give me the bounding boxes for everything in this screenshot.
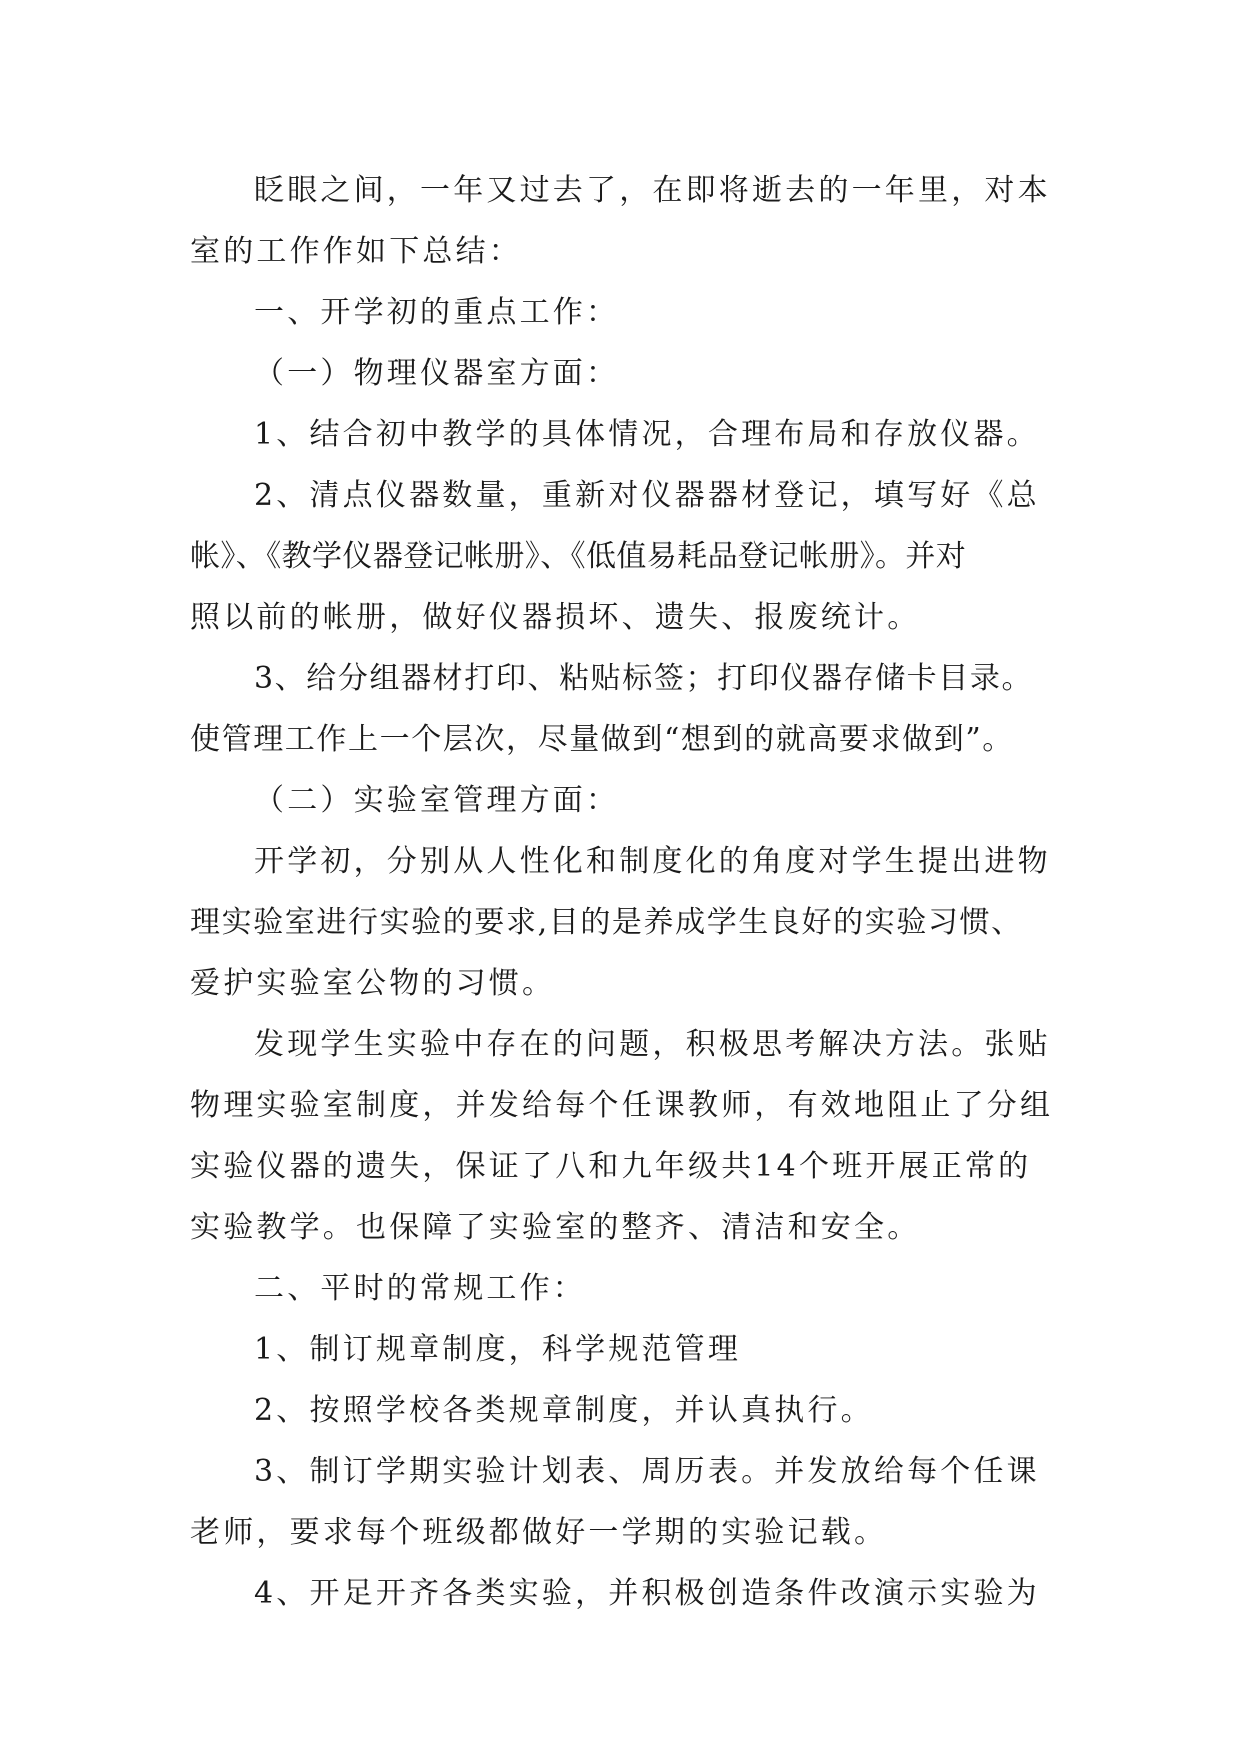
list-item: 4、开足开齐各类实验，并积极创造条件改演示实验为 (254, 1576, 1040, 1611)
paragraph-line: 理实验室进行实验的要求,目的是养成学生良好的实验习惯、 (190, 905, 1023, 940)
document-body (190, 160, 1060, 1624)
list-item: 3、制订学期实验计划表、周历表。并发放给每个任课 (254, 1454, 1040, 1489)
paragraph-line: 实验仪器的遗失，保证了八和九年级共14个班开展正常的 (190, 1149, 1032, 1184)
paragraph-line: 帐》、《教学仪器登记帐册》、《低值易耗品登记帐册》。并对 (190, 539, 967, 574)
list-item: 1、结合初中教学的具体情况，合理布局和存放仪器。 (254, 417, 1040, 452)
list-item: 3、给分组器材打印、粘贴标签；打印仪器存储卡目录。 (254, 661, 1034, 696)
paragraph-line: 实验教学。也保障了实验室的整齐、清洁和安全。 (190, 1210, 921, 1245)
list-item: 2、清点仪器数量，重新对仪器器材登记，填写好《总 (254, 478, 1040, 513)
paragraph-line: 老师，要求每个班级都做好一学期的实验记载。 (190, 1515, 888, 1550)
paragraph-line: 物理实验室制度，并发给每个任课教师，有效地阻止了分组 (190, 1088, 1054, 1123)
subsection-heading: （一）物理仪器室方面： (254, 356, 620, 391)
paragraph-line: 室的工作作如下总结： (190, 234, 522, 269)
list-item: 1、制订规章制度，科学规范管理 (254, 1332, 742, 1367)
section-heading: 二、平时的常规工作： (254, 1271, 586, 1306)
paragraph-line: 开学初，分别从人性化和制度化的角度对学生提出进物 (254, 844, 1051, 879)
paragraph-line: 眨眼之间，一年又过去了，在即将逝去的一年里，对本 (254, 173, 1051, 208)
section-heading: 一、开学初的重点工作： (254, 295, 620, 330)
paragraph-line: 爱护实验室公物的习惯。 (190, 966, 556, 1001)
paragraph-line: 照以前的帐册，做好仪器损坏、遗失、报废统计。 (190, 600, 921, 635)
list-item: 2、按照学校各类规章制度，并认真执行。 (254, 1393, 874, 1428)
paragraph-line: 使管理工作上一个层次，尽量做到“想到的就高要求做到”。 (190, 722, 1014, 757)
paragraph-line: 发现学生实验中存在的问题，积极思考解决方法。张贴 (254, 1027, 1051, 1062)
subsection-heading: （二）实验室管理方面： (254, 783, 620, 818)
